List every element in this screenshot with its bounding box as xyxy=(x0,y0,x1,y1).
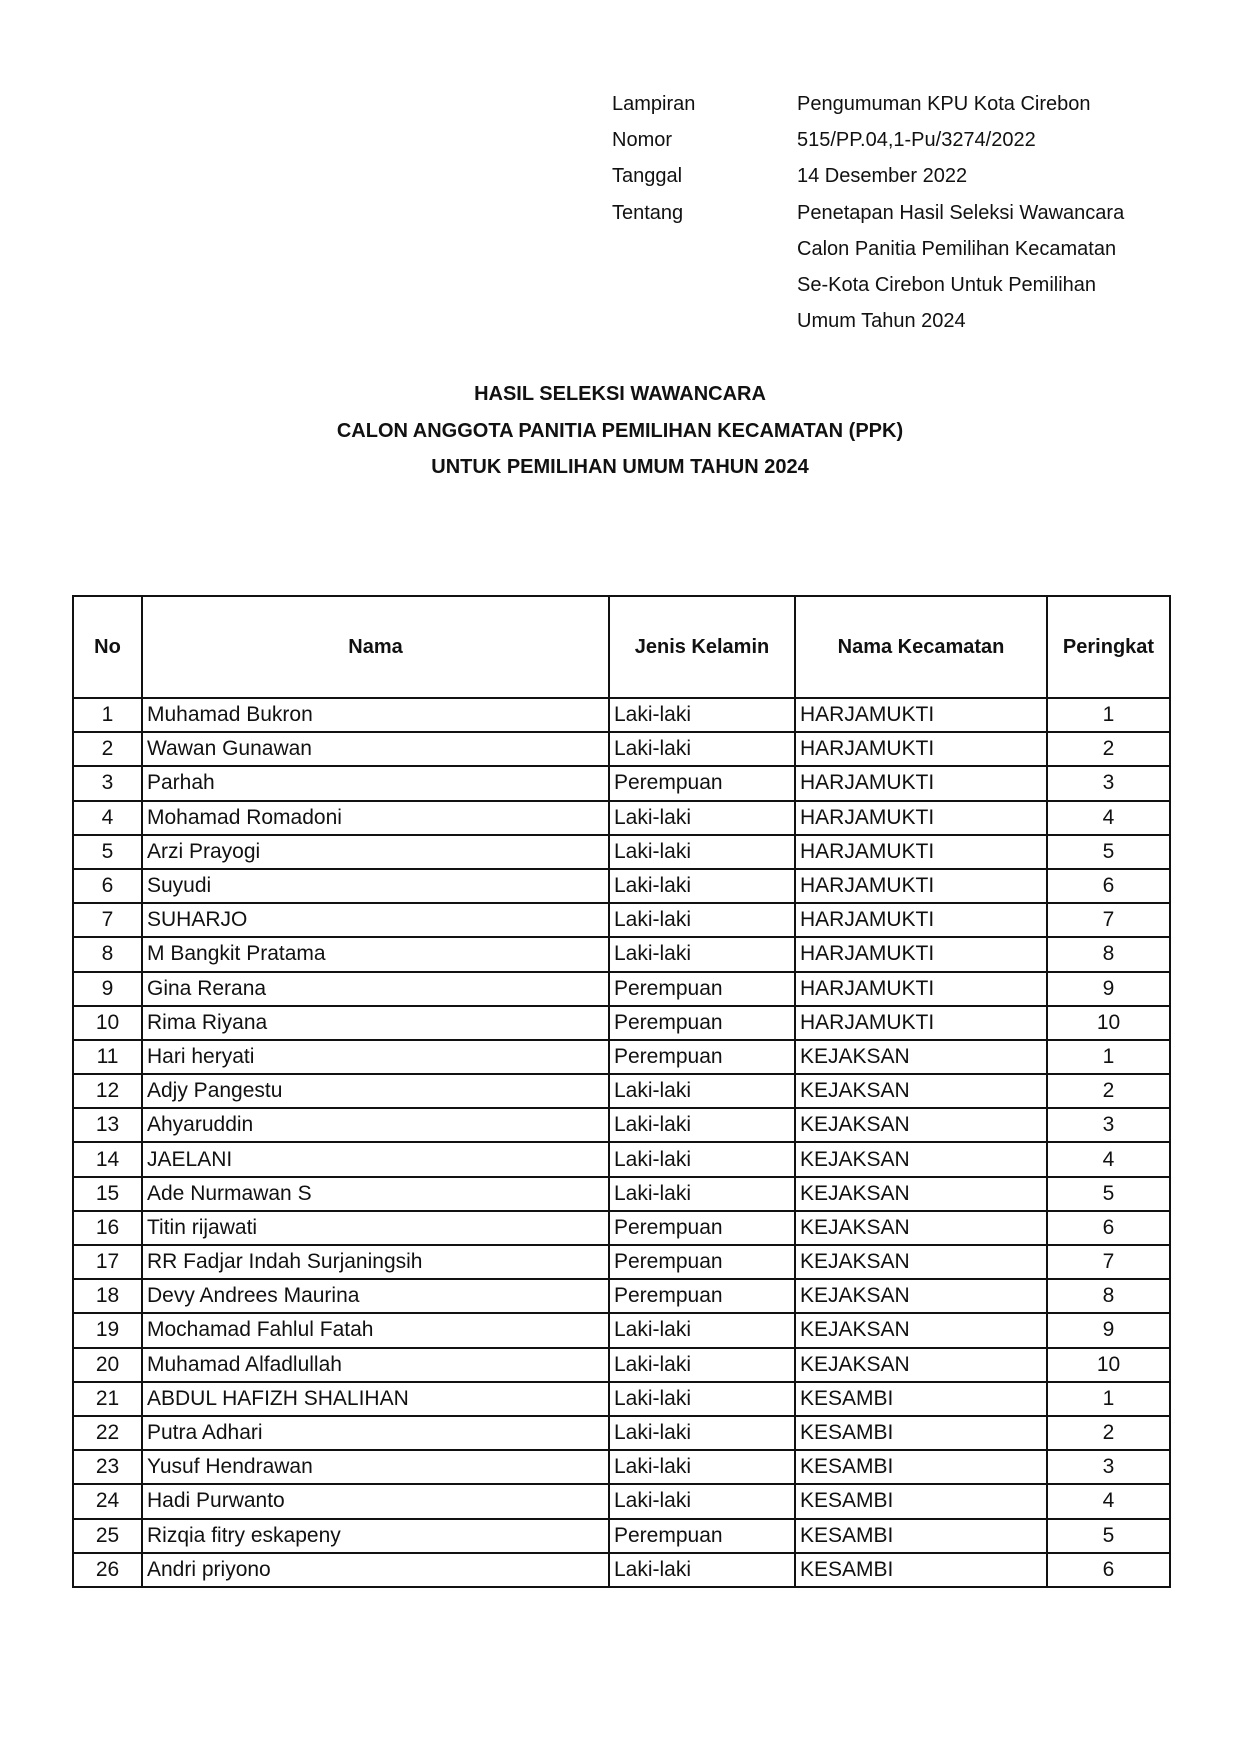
cell-no: 1 xyxy=(73,698,142,732)
column-header-peringkat: Peringkat xyxy=(1047,596,1170,698)
cell-kecamatan: KESAMBI xyxy=(795,1553,1047,1587)
cell-no: 2 xyxy=(73,732,142,766)
cell-kecamatan: KEJAKSAN xyxy=(795,1313,1047,1347)
cell-kecamatan: KEJAKSAN xyxy=(795,1279,1047,1313)
cell-jenis-kelamin: Laki-laki xyxy=(609,1348,795,1382)
cell-no: 23 xyxy=(73,1450,142,1484)
cell-no: 12 xyxy=(73,1074,142,1108)
cell-jenis-kelamin: Laki-laki xyxy=(609,1142,795,1176)
table-row xyxy=(73,1142,1170,1176)
cell-jenis-kelamin: Laki-laki xyxy=(609,1313,795,1347)
table-row xyxy=(73,801,1170,835)
table-body xyxy=(73,698,1170,1587)
cell-no: 15 xyxy=(73,1177,142,1211)
cell-peringkat: 3 xyxy=(1047,1450,1170,1484)
table-row xyxy=(73,1519,1170,1553)
cell-jenis-kelamin: Perempuan xyxy=(609,1245,795,1279)
table-row xyxy=(73,698,1170,732)
table-row xyxy=(73,1279,1170,1313)
column-header-jenis-kelamin: Jenis Kelamin xyxy=(609,596,795,698)
cell-no: 14 xyxy=(73,1142,142,1176)
cell-nama: Ahyaruddin xyxy=(142,1108,609,1142)
title-line: HASIL SELEKSI WAWANCARA xyxy=(474,383,766,405)
cell-no: 8 xyxy=(73,937,142,971)
cell-peringkat: 7 xyxy=(1047,1245,1170,1279)
cell-jenis-kelamin: Laki-laki xyxy=(609,1108,795,1142)
cell-jenis-kelamin: Laki-laki xyxy=(609,835,795,869)
meta-value-line: 14 Desember 2022 xyxy=(797,165,968,188)
cell-jenis-kelamin: Laki-laki xyxy=(609,1382,795,1416)
cell-jenis-kelamin: Laki-laki xyxy=(609,1553,795,1587)
cell-kecamatan: HARJAMUKTI xyxy=(795,1006,1047,1040)
cell-peringkat: 6 xyxy=(1047,1211,1170,1245)
cell-jenis-kelamin: Laki-laki xyxy=(609,937,795,971)
cell-nama: Arzi Prayogi xyxy=(142,835,609,869)
cell-kecamatan: KEJAKSAN xyxy=(795,1040,1047,1074)
table-row xyxy=(73,972,1170,1006)
cell-kecamatan: HARJAMUKTI xyxy=(795,937,1047,971)
cell-no: 13 xyxy=(73,1108,142,1142)
cell-jenis-kelamin: Perempuan xyxy=(609,766,795,800)
meta-value-line: Penetapan Hasil Seleksi Wawancara xyxy=(797,201,1125,224)
meta-value-line: Calon Panitia Pemilihan Kecamatan xyxy=(797,237,1117,260)
cell-jenis-kelamin: Laki-laki xyxy=(609,1416,795,1450)
cell-peringkat: 1 xyxy=(1047,698,1170,732)
meta-value-line: 515/PP.04,1-Pu/3274/2022 xyxy=(797,129,1036,152)
column-header-no: No xyxy=(73,596,142,698)
table-row xyxy=(73,1245,1170,1279)
cell-peringkat: 10 xyxy=(1047,1006,1170,1040)
cell-nama: Hari heryati xyxy=(142,1040,609,1074)
cell-no: 21 xyxy=(73,1382,142,1416)
cell-peringkat: 4 xyxy=(1047,1142,1170,1176)
cell-no: 19 xyxy=(73,1313,142,1347)
cell-nama: JAELANI xyxy=(142,1142,609,1176)
meta-label: Lampiran xyxy=(612,93,696,115)
table-row xyxy=(73,1006,1170,1040)
table-row xyxy=(73,1450,1170,1484)
results-table xyxy=(72,595,1171,1588)
meta-label: Tanggal xyxy=(612,165,683,188)
meta-row-nomor xyxy=(612,122,1124,158)
cell-kecamatan: KESAMBI xyxy=(795,1416,1047,1450)
cell-nama: Gina Rerana xyxy=(142,972,609,1006)
cell-peringkat: 1 xyxy=(1047,1382,1170,1416)
cell-peringkat: 3 xyxy=(1047,1108,1170,1142)
cell-jenis-kelamin: Laki-laki xyxy=(609,698,795,732)
table-row xyxy=(73,766,1170,800)
cell-no: 3 xyxy=(73,766,142,800)
cell-no: 7 xyxy=(73,903,142,937)
cell-peringkat: 6 xyxy=(1047,1553,1170,1587)
table-row xyxy=(73,1416,1170,1450)
cell-nama: Rizqia fitry eskapeny xyxy=(142,1519,609,1553)
meta-value xyxy=(797,195,1124,340)
table-row xyxy=(73,1040,1170,1074)
cell-peringkat: 1 xyxy=(1047,1040,1170,1074)
cell-kecamatan: HARJAMUKTI xyxy=(795,698,1047,732)
cell-kecamatan: KEJAKSAN xyxy=(795,1108,1047,1142)
table-row xyxy=(73,869,1170,903)
cell-jenis-kelamin: Perempuan xyxy=(609,972,795,1006)
document-title xyxy=(0,376,1240,486)
title-line: UNTUK PEMILIHAN UMUM TAHUN 2024 xyxy=(431,456,809,478)
cell-peringkat: 5 xyxy=(1047,835,1170,869)
table-row xyxy=(73,1484,1170,1518)
cell-no: 17 xyxy=(73,1245,142,1279)
cell-jenis-kelamin: Perempuan xyxy=(609,1006,795,1040)
cell-peringkat: 8 xyxy=(1047,1279,1170,1313)
cell-no: 6 xyxy=(73,869,142,903)
table-row xyxy=(73,1177,1170,1211)
cell-nama: SUHARJO xyxy=(142,903,609,937)
cell-nama: Andri priyono xyxy=(142,1553,609,1587)
cell-jenis-kelamin: Perempuan xyxy=(609,1211,795,1245)
cell-peringkat: 2 xyxy=(1047,732,1170,766)
cell-nama: M Bangkit Pratama xyxy=(142,937,609,971)
cell-jenis-kelamin: Laki-laki xyxy=(609,903,795,937)
cell-kecamatan: HARJAMUKTI xyxy=(795,869,1047,903)
cell-peringkat: 9 xyxy=(1047,972,1170,1006)
cell-no: 5 xyxy=(73,835,142,869)
cell-jenis-kelamin: Laki-laki xyxy=(609,1484,795,1518)
cell-jenis-kelamin: Laki-laki xyxy=(609,1177,795,1211)
table-row xyxy=(73,1074,1170,1108)
meta-row-lampiran xyxy=(612,86,1124,122)
cell-nama: ABDUL HAFIZH SHALIHAN xyxy=(142,1382,609,1416)
cell-nama: Wawan Gunawan xyxy=(142,732,609,766)
cell-nama: Devy Andrees Maurina xyxy=(142,1279,609,1313)
meta-value xyxy=(797,122,1036,158)
meta-row-tanggal xyxy=(612,158,1124,194)
cell-kecamatan: HARJAMUKTI xyxy=(795,835,1047,869)
cell-peringkat: 4 xyxy=(1047,1484,1170,1518)
title-line: CALON ANGGOTA PANITIA PEMILIHAN KECAMATAN (PPK) xyxy=(336,419,904,442)
cell-no: 11 xyxy=(73,1040,142,1074)
cell-nama: Hadi Purwanto xyxy=(142,1484,609,1518)
cell-no: 22 xyxy=(73,1416,142,1450)
cell-no: 4 xyxy=(73,801,142,835)
cell-nama: Mohamad Romadoni xyxy=(142,801,609,835)
cell-no: 16 xyxy=(73,1211,142,1245)
cell-no: 18 xyxy=(73,1279,142,1313)
cell-jenis-kelamin: Perempuan xyxy=(609,1040,795,1074)
cell-jenis-kelamin: Laki-laki xyxy=(609,732,795,766)
cell-nama: Mochamad Fahlul Fatah xyxy=(142,1313,609,1347)
cell-nama: RR Fadjar Indah Surjaningsih xyxy=(142,1245,609,1279)
cell-nama: Muhamad Alfadlullah xyxy=(142,1348,609,1382)
table-row xyxy=(73,732,1170,766)
meta-label: Tentang xyxy=(612,201,684,224)
cell-no: 25 xyxy=(73,1519,142,1553)
cell-no: 10 xyxy=(73,1006,142,1040)
column-header-nama-kecamatan: Nama Kecamatan xyxy=(795,596,1047,698)
cell-jenis-kelamin: Perempuan xyxy=(609,1519,795,1553)
document-reference-block xyxy=(612,86,1124,339)
cell-peringkat: 7 xyxy=(1047,903,1170,937)
table-row xyxy=(73,835,1170,869)
cell-kecamatan: KEJAKSAN xyxy=(795,1074,1047,1108)
cell-jenis-kelamin: Perempuan xyxy=(609,1279,795,1313)
table-header-row xyxy=(73,596,1170,698)
cell-kecamatan: KESAMBI xyxy=(795,1484,1047,1518)
table-row xyxy=(73,1553,1170,1587)
cell-peringkat: 8 xyxy=(1047,937,1170,971)
cell-jenis-kelamin: Laki-laki xyxy=(609,1450,795,1484)
cell-kecamatan: HARJAMUKTI xyxy=(795,972,1047,1006)
table-row xyxy=(73,1108,1170,1142)
cell-nama: Putra Adhari xyxy=(142,1416,609,1450)
cell-kecamatan: KEJAKSAN xyxy=(795,1245,1047,1279)
cell-nama: Ade Nurmawan S xyxy=(142,1177,609,1211)
meta-value-line: Pengumuman KPU Kota Cirebon xyxy=(797,93,1091,115)
cell-no: 24 xyxy=(73,1484,142,1518)
meta-value xyxy=(797,86,1091,122)
cell-nama: Suyudi xyxy=(142,869,609,903)
cell-nama: Parhah xyxy=(142,766,609,800)
meta-label: Nomor xyxy=(612,129,673,152)
cell-jenis-kelamin: Laki-laki xyxy=(609,1074,795,1108)
cell-jenis-kelamin: Laki-laki xyxy=(609,869,795,903)
cell-nama: Titin rijawati xyxy=(142,1211,609,1245)
table-row xyxy=(73,1313,1170,1347)
cell-kecamatan: HARJAMUKTI xyxy=(795,903,1047,937)
cell-jenis-kelamin: Laki-laki xyxy=(609,801,795,835)
cell-no: 26 xyxy=(73,1553,142,1587)
cell-kecamatan: KEJAKSAN xyxy=(795,1348,1047,1382)
cell-kecamatan: KESAMBI xyxy=(795,1382,1047,1416)
cell-peringkat: 6 xyxy=(1047,869,1170,903)
cell-kecamatan: KEJAKSAN xyxy=(795,1211,1047,1245)
cell-peringkat: 9 xyxy=(1047,1313,1170,1347)
cell-nama: Rima Riyana xyxy=(142,1006,609,1040)
table-row xyxy=(73,1382,1170,1416)
meta-value-line: Se-Kota Cirebon Untuk Pemilihan xyxy=(797,274,1097,297)
cell-kecamatan: HARJAMUKTI xyxy=(795,732,1047,766)
cell-kecamatan: KEJAKSAN xyxy=(795,1142,1047,1176)
table-row xyxy=(73,937,1170,971)
cell-nama: Muhamad Bukron xyxy=(142,698,609,732)
cell-peringkat: 10 xyxy=(1047,1348,1170,1382)
cell-kecamatan: KEJAKSAN xyxy=(795,1177,1047,1211)
cell-peringkat: 2 xyxy=(1047,1074,1170,1108)
table-row xyxy=(73,1211,1170,1245)
cell-peringkat: 3 xyxy=(1047,766,1170,800)
meta-value xyxy=(797,158,967,194)
column-header-nama: Nama xyxy=(142,596,609,698)
table-row xyxy=(73,903,1170,937)
cell-no: 9 xyxy=(73,972,142,1006)
cell-peringkat: 4 xyxy=(1047,801,1170,835)
cell-nama: Yusuf Hendrawan xyxy=(142,1450,609,1484)
meta-row-tentang xyxy=(612,195,1124,340)
cell-kecamatan: HARJAMUKTI xyxy=(795,766,1047,800)
meta-value-line: Umum Tahun 2024 xyxy=(797,310,966,333)
cell-kecamatan: HARJAMUKTI xyxy=(795,801,1047,835)
cell-no: 20 xyxy=(73,1348,142,1382)
cell-kecamatan: KESAMBI xyxy=(795,1450,1047,1484)
cell-peringkat: 5 xyxy=(1047,1519,1170,1553)
table-row xyxy=(73,1348,1170,1382)
cell-peringkat: 5 xyxy=(1047,1177,1170,1211)
cell-peringkat: 2 xyxy=(1047,1416,1170,1450)
cell-nama: Adjy Pangestu xyxy=(142,1074,609,1108)
cell-kecamatan: KESAMBI xyxy=(795,1519,1047,1553)
